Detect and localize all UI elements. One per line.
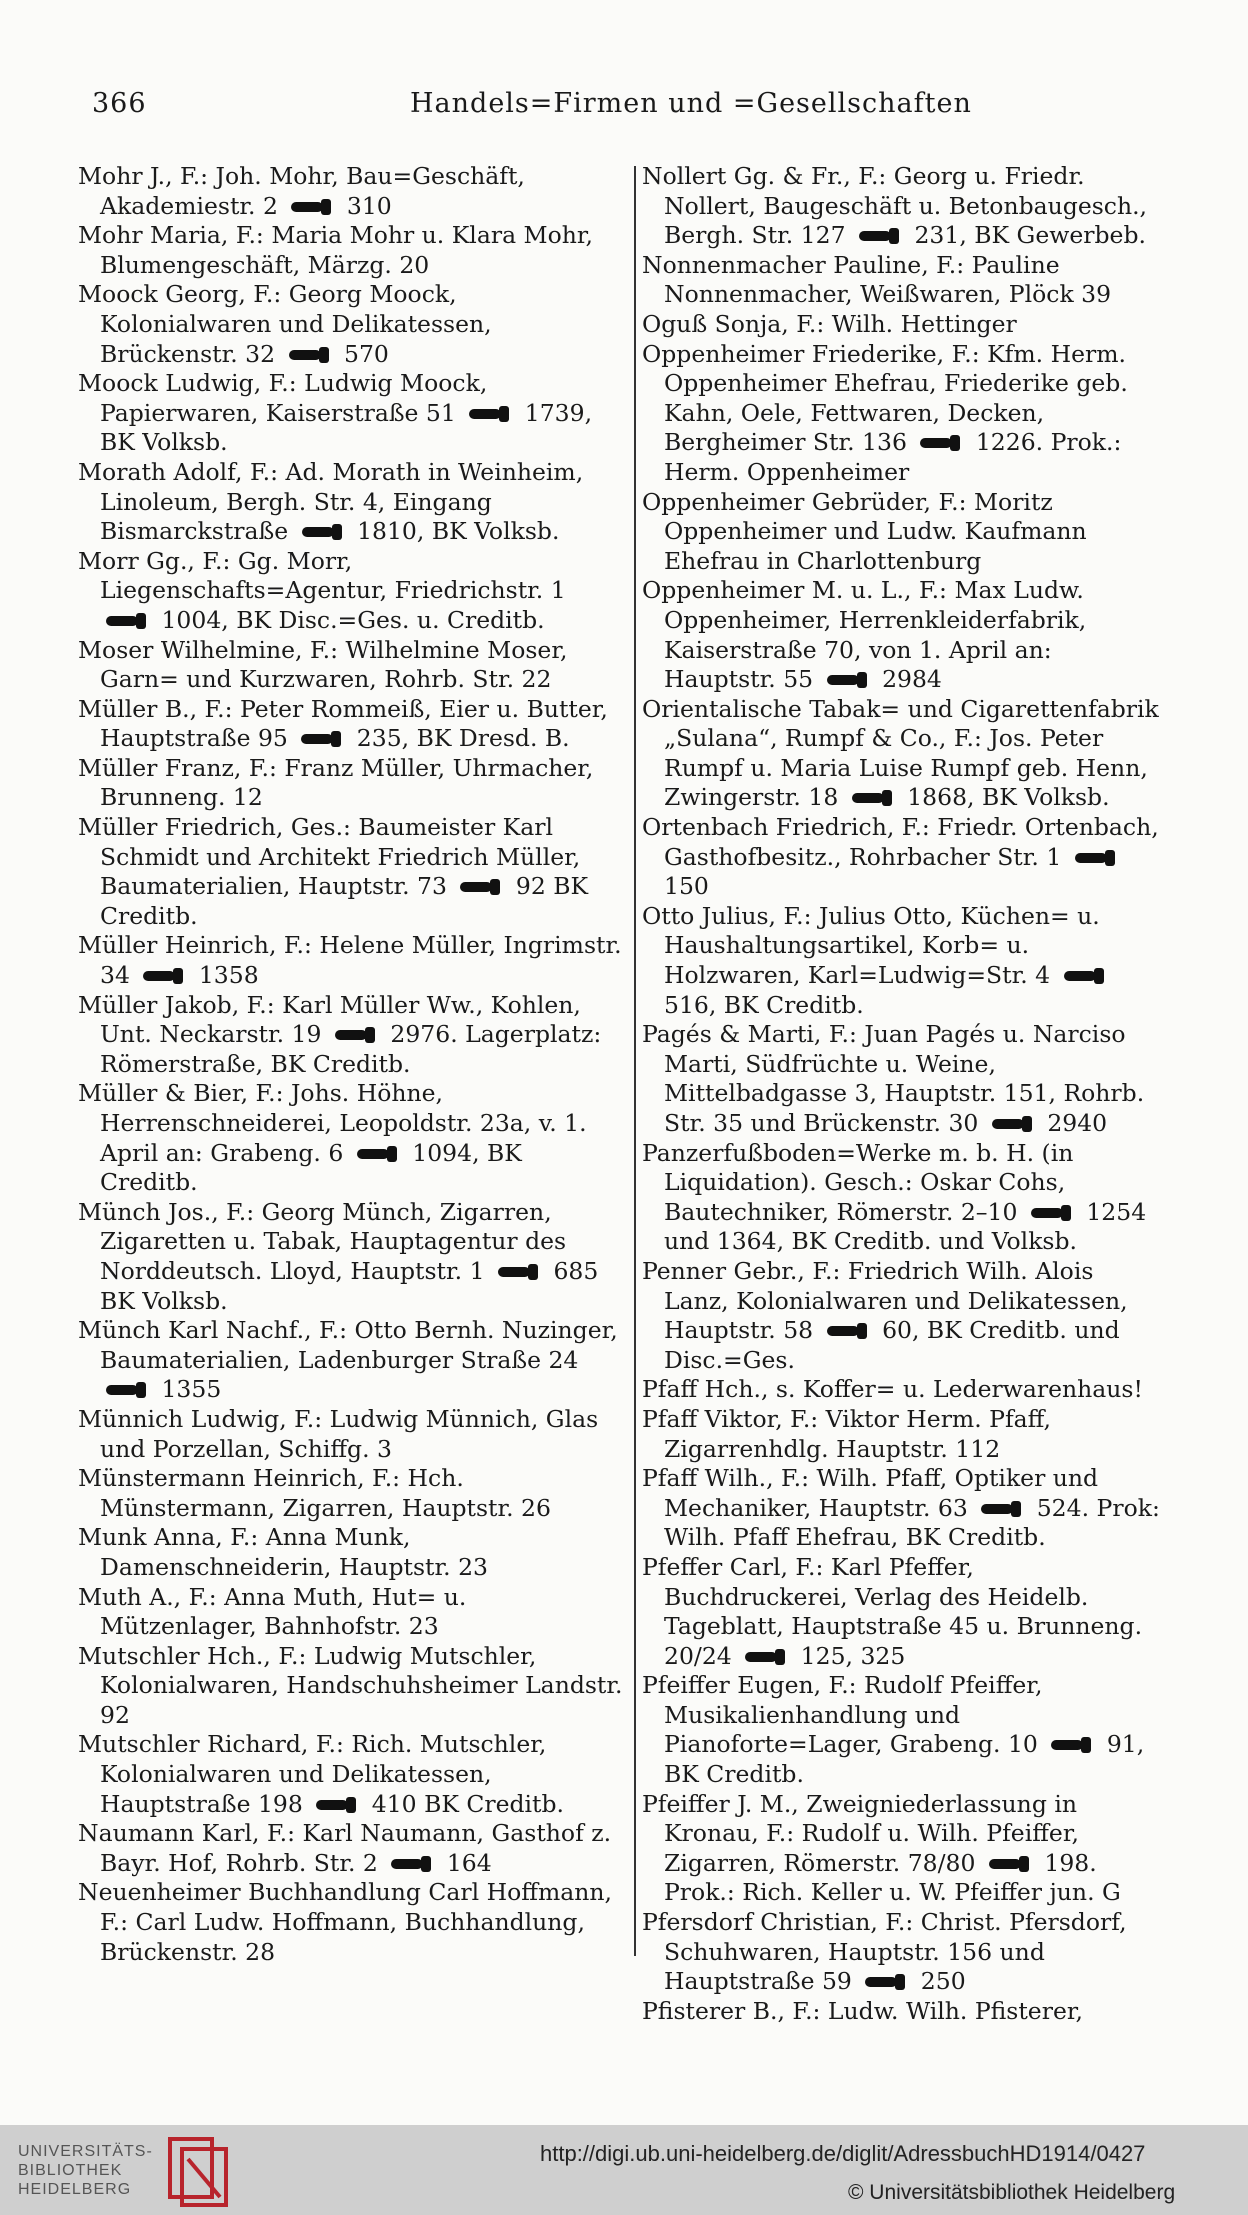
directory-entry: Pfersdorf Christian, F.: Christ. Pfersdorf, Schuhwaren, Hauptstr. 156 und Hauptstraße 59 250 [642,1908,1127,1996]
directory-entry: Müller Jakob, F.: Karl Müller Ww., Kohlen, Unt. Neckarstr. 19 2976. Lagerplatz: Römerstraße, BK Creditb. [78,990,602,1078]
directory-entry: Oppenheimer M. u. L., F.: Max Ludw. Oppenheimer, Herrenkleiderfabrik, Kaiserstraße 70, von 1. April an: Hauptstr. 55 2984 [642,576,1087,694]
telephone-icon [333,1026,379,1044]
directory-entry: Münch Jos., F.: Georg Münch, Zigarren, Zigaretten u. Tabak, Hauptagentur des Norddeutsch. Lloyd, Hauptstr. 1 685 BK Volksb. [78,1197,599,1315]
directory-entry: Panzerfußboden=Werke m. b. H. (in Liquidation). Gesch.: Oskar Cohs, Bautechniker, Römerstr. 2–10 1254 und 1364, BK Creditb. und Volksb. [642,1138,1147,1256]
telephone-icon [141,967,187,985]
library-logo-icon [168,2137,230,2207]
telephone-icon [1049,1736,1095,1754]
directory-entry: Münch Karl Nachf., F.: Otto Bernh. Nuzinger, Baumaterialien, Ladenburger Straße 24 1355 [78,1316,618,1404]
directory-entry: Moock Ludwig, F.: Ludwig Moock, Papierwaren, Kaiserstraße 51 1739, BK Volksb. [78,369,593,457]
directory-entry: Oppenheimer Gebrüder, F.: Moritz Oppenheimer und Ludw. Kaufmann Ehefrau in Charlottenburg [642,487,1087,575]
directory-entry: Moock Georg, F.: Georg Moock, Kolonialwaren und Delikatessen, Brückenstr. 32 570 [78,280,492,368]
telephone-icon [990,1115,1036,1133]
directory-entry: Mohr Maria, F.: Maria Mohr u. Klara Mohr, Blumengeschäft, Märzg. 20 [78,221,594,279]
directory-entry: Pfaff Hch., s. Koffer= u. Lederwarenhaus! [642,1375,1143,1404]
directory-entry: Pagés & Marti, F.: Juan Pagés u. Narciso Marti, Südfrüchte u. Weine, Mittelbadgasse 3, Hauptstr. 151, Rohrb. Str. 35 und Brückenstr. 30 2940 [642,1020,1145,1137]
directory-entry: Müller Friedrich, Ges.: Baumeister Karl Schmidt und Architekt Friedrich Müller, Baumaterialien, Hauptstr. 73 92 BK Creditb. [78,813,589,930]
telephone-icon [743,1648,789,1666]
directory-entry: Otto Julius, F.: Julius Otto, Küchen= u. Haushaltungsartikel, Korb= u. Holzwaren, Karl=Ludwig=Str. 4 516, BK Creditb. [642,902,1160,1020]
directory-entry: Naumann Karl, F.: Karl Naumann, Gasthof z. Bayr. Hof, Rohrb. Str. 2 164 [78,1819,612,1877]
directory-entry: Morath Adolf, F.: Ad. Morath in Weinheim, Linoleum, Bergh. Str. 4, Eingang Bismarckstraße 1810, BK Volksb. [78,457,584,546]
directory-entry: Nollert Gg. & Fr., F.: Georg u. Friedr. Nollert, Baugeschäft u. Betonbaugesch., Bergh. Str. 127 231, BK Gewerbeb. [642,162,1148,250]
directory-entry: Müller Heinrich, F.: Helene Müller, Ingrimstr. 34 1358 [78,931,622,990]
directory-entry: Neuenheimer Buchhandlung Carl Hoffmann, F.: Carl Ludw. Hoffmann, Buchhandlung, Brückenstr. 28 [78,1878,613,1966]
library-name [18,2142,153,2199]
copyright-notice: © Universitätsbibliothek Heidelberg [848,2181,1176,2204]
source-url-link[interactable]: http://digi.ub.uni-heidelberg.de/diglit/AdressbuchHD1914/0427 [540,2141,1146,2166]
telephone-icon [496,1263,542,1281]
directory-entry: Müller B., F.: Peter Rommeiß, Eier u. Butter, Hauptstraße 95 235, BK Dresd. B. [78,694,608,753]
telephone-icon [825,1322,871,1340]
telephone-icon [1073,849,1119,867]
directory-entry: Pfaff Wilh., F.: Wilh. Pfaff, Optiker und Mechaniker, Hauptstr. 63 524. Prok: Wilh. Pfaff Ehefrau, BK Creditb. [642,1464,1160,1552]
viewer-footer [0,2125,1248,2215]
directory-entry: Ortenbach Friedrich, F.: Friedr. Ortenbach, Gasthofbesitz., Rohrbacher Str. 1 150 [642,813,1159,901]
telephone-icon [287,346,333,364]
directory-entry: Münnich Ludwig, F.: Ludwig Münnich, Glas und Porzellan, Schiffg. 3 [78,1404,599,1463]
telephone-icon [299,730,345,748]
telephone-icon [314,1796,360,1814]
column-divider [634,166,636,1956]
directory-entry: Morr Gg., F.: Gg. Morr, Liegenschafts=Agentur, Friedrichstr. 1 1004, BK Disc.=Ges. u. Creditb. [78,546,566,634]
telephone-icon [355,1145,401,1163]
directory-entry: Pfeffer Carl, F.: Karl Pfeffer, Buchdruckerei, Verlag des Heidelb. Tageblatt, Hauptstraße 45 u. Brunneng. 20/24 125, 325 [642,1552,1143,1670]
left-column [78,162,626,1967]
running-title: Handels=Firmen und =Gesellschaften [410,88,972,119]
telephone-icon [918,434,964,452]
library-name-line: UNIVERSITÄTS- [18,2143,153,2160]
page-header [92,88,1172,128]
library-name-line: HEIDELBERG [18,2181,132,2198]
telephone-icon [104,612,150,630]
directory-entry: Mohr J., F.: Joh. Mohr, Bau=Geschäft, Akademiestr. 2 310 [78,162,525,220]
directory-entry: Müller & Bier, F.: Johs. Höhne, Herrenschneiderei, Leopoldstr. 23a, v. 1. April an: Grabeng. 6 1094, BK Creditb. [78,1079,587,1197]
library-name-line: BIBLIOTHEK [18,2162,123,2179]
telephone-icon [850,789,896,807]
telephone-icon [389,1855,435,1873]
telephone-icon [300,523,346,541]
directory-entry: Pfeiffer J. M., Zweigniederlassung in Kronau, F.: Rudolf u. Wilh. Pfeiffer, Zigarren, Römerstr. 78/80 198. Prok.: Rich. Keller u. W. Pfeiffer jun. G [642,1789,1121,1907]
directory-entry: Moser Wilhelmine, F.: Wilhelmine Moser, Garn= und Kurzwaren, Rohrb. Str. 22 [78,635,568,694]
telephone-icon [825,671,871,689]
directory-entry: Mutschler Hch., F.: Ludwig Mutschler, Kolonialwaren, Handschuhsheimer Landstr. 92 [78,1641,623,1729]
directory-entry: Penner Gebr., F.: Friedrich Wilh. Alois Lanz, Kolonialwaren und Delikatessen, Hauptstr. 58 60, BK Creditb. und Disc.=Ges. [642,1256,1128,1374]
telephone-icon [987,1855,1033,1873]
directory-entry: Münstermann Heinrich, F.: Hch. Münstermann, Zigarren, Hauptstr. 26 [78,1464,551,1522]
telephone-icon [979,1500,1025,1518]
directory-entry: Nonnenmacher Pauline, F.: Pauline Nonnenmacher, Weißwaren, Plöck 39 [642,250,1112,309]
telephone-icon [863,1973,909,1991]
telephone-icon [857,227,903,245]
telephone-icon [458,878,504,896]
telephone-icon [104,1381,150,1399]
right-column [642,162,1160,2026]
directory-entry: Oppenheimer Friederike, F.: Kfm. Herm. Oppenheimer Ehefrau, Friederike geb. Kahn, Oele, Fettwaren, Decken, Bergheimer Str. 136 1226. Prok.: Herm. Oppenheimer [642,339,1128,486]
telephone-icon [289,198,335,216]
directory-entry: Müller Franz, F.: Franz Müller, Uhrmacher, Brunneng. 12 [78,753,594,812]
telephone-icon [467,405,513,423]
directory-entry: Orientalische Tabak= und Cigarettenfabrik „Sulana“, Rumpf & Co., F.: Jos. Peter Rumpf u. Maria Luise Rumpf geb. Henn, Zwingerstr. 18 1868, BK Volksb. [642,694,1159,812]
directory-entry: Mutschler Richard, F.: Rich. Mutschler, Kolonialwaren und Delikatessen, Hauptstraße 198 410 BK Creditb. [78,1730,565,1818]
directory-entry: Munk Anna, F.: Anna Munk, Damenschneiderin, Hauptstr. 23 [78,1523,488,1581]
telephone-icon [1062,967,1108,985]
directory-entry: Pfisterer B., F.: Ludw. Wilh. Pfisterer, [642,1996,1083,2025]
directory-entry: Oguß Sonja, F.: Wilh. Hettinger [642,309,1017,338]
directory-entry: Pfaff Viktor, F.: Viktor Herm. Pfaff, Zigarrenhdlg. Hauptstr. 112 [642,1404,1052,1463]
telephone-icon [1029,1204,1075,1222]
directory-entry: Pfeiffer Eugen, F.: Rudolf Pfeiffer, Musikalienhandlung und Pianoforte=Lager, Grabeng. 10 91, BK Creditb. [642,1671,1145,1789]
page-number: 366 [92,88,147,119]
directory-entry: Muth A., F.: Anna Muth, Hut= u. Mützenlager, Bahnhofstr. 23 [78,1582,467,1641]
